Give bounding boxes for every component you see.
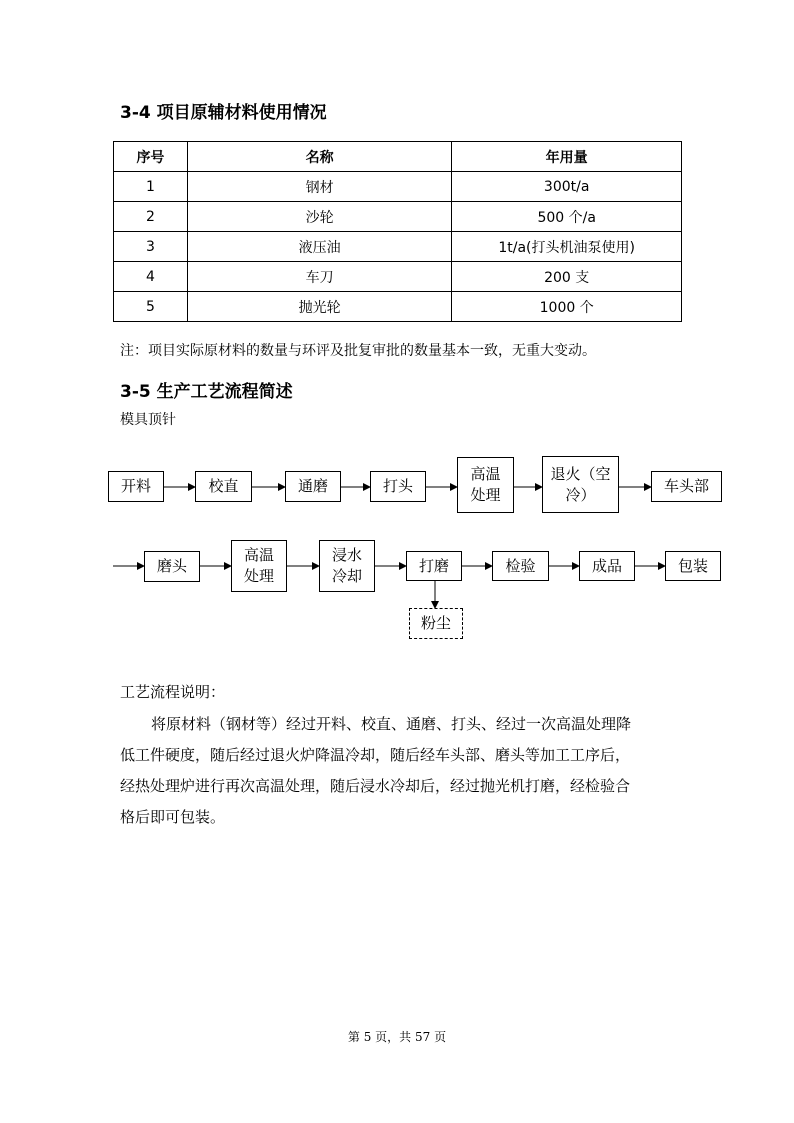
flow-step-finished-product: 成品 <box>579 551 635 581</box>
header-index: 序号 <box>114 142 188 172</box>
section-3-5-title: 3-5 生产工艺流程简述 <box>120 382 293 402</box>
cell-usage: 1t/a(打头机油泵使用) <box>452 232 682 262</box>
flow-step-high-temp-2: 高温处理 <box>231 540 287 592</box>
flow-step-turning-head: 车头部 <box>651 471 722 502</box>
cell-index: 2 <box>114 202 188 232</box>
cell-name: 沙轮 <box>187 202 451 232</box>
cell-name: 车刀 <box>187 262 451 292</box>
header-name: 名称 <box>187 142 451 172</box>
flow-step-annealing: 退火（空冷） <box>542 456 619 513</box>
process-desc-heading: 工艺流程说明： <box>120 683 226 701</box>
process-desc-line: 低工件硬度，随后经过退火炉降温冷却，随后经车头部、磨头等加工工序后， <box>120 746 631 764</box>
flow-step-straightening: 校直 <box>195 471 252 502</box>
flow-subtitle: 模具顶针 <box>120 412 176 428</box>
flow-step-inspection: 检验 <box>492 551 549 581</box>
cell-usage: 300t/a <box>452 172 682 202</box>
table-note: 注：项目实际原材料的数量与环评及批复审批的数量基本一致，无重大变动。 <box>120 343 596 359</box>
cell-usage: 200 支 <box>452 262 682 292</box>
cell-index: 3 <box>114 232 188 262</box>
cell-name: 抛光轮 <box>187 292 451 322</box>
byproduct-dust: 粉尘 <box>409 608 463 639</box>
cell-usage: 500 个/a <box>452 202 682 232</box>
flow-step-heading: 打头 <box>370 471 426 502</box>
cell-usage: 1000 个 <box>452 292 682 322</box>
header-annual-usage: 年用量 <box>452 142 682 172</box>
process-desc-line: 经热处理炉进行再次高温处理，随后浸水冷却后，经过抛光机打磨，经检验合 <box>120 777 631 795</box>
cell-name: 钢材 <box>187 172 451 202</box>
process-desc-line: 格后即可包装。 <box>120 808 226 826</box>
process-desc-line: 将原材料（钢材等）经过开料、校直、通磨、打头、经过一次高温处理降 <box>151 715 632 733</box>
cell-index: 4 <box>114 262 188 292</box>
cell-index: 5 <box>114 292 188 322</box>
flow-step-cutting: 开料 <box>108 471 164 502</box>
flow-step-head-grinding: 磨头 <box>144 551 200 582</box>
flow-step-water-cooling: 浸水冷却 <box>319 540 375 592</box>
cell-name: 液压油 <box>187 232 451 262</box>
page-footer: 第 5 页，共 57 页 <box>347 1030 447 1044</box>
flow-step-grinding: 通磨 <box>285 471 341 502</box>
flow-step-packaging: 包装 <box>665 551 721 581</box>
flow-step-polishing: 打磨 <box>406 551 462 581</box>
cell-index: 1 <box>114 172 188 202</box>
section-3-4-title: 3-4 项目原辅材料使用情况 <box>120 103 327 123</box>
flow-step-high-temp-1: 高温处理 <box>457 457 514 513</box>
